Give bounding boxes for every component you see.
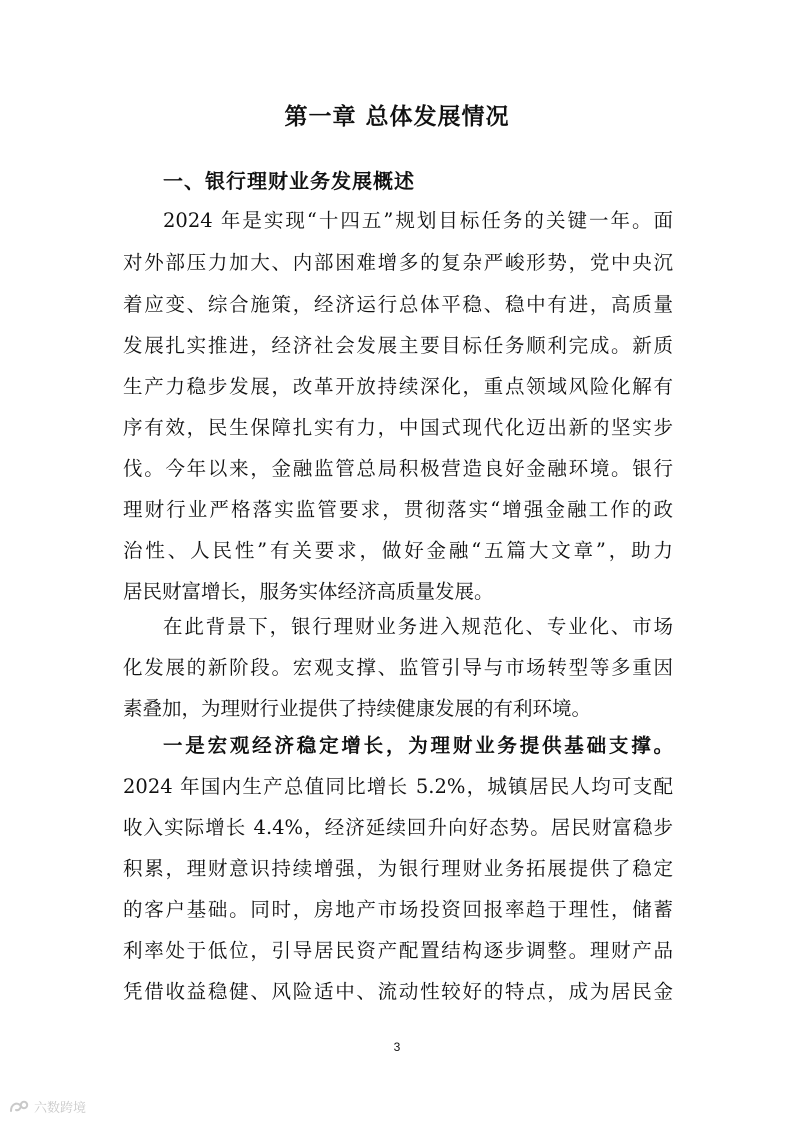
paragraph-line: 生产力稳步发展，改革开放持续深化，重点领域风险化解有: [123, 375, 673, 398]
page-number: 3: [393, 1040, 401, 1054]
paragraph-line: 序有效，民生保障扎实有力，中国式现代化迈出新的坚实步: [123, 416, 673, 439]
watermark: [8, 1097, 86, 1116]
paragraph-line: 的客户基础。同时，房地产市场投资回报率趋于理性，储蓄: [123, 898, 673, 921]
paragraph-line: 理财行业严格落实监管要求，贯彻落实“增强金融工作的政: [123, 498, 673, 521]
paragraph-line: 化发展的新阶段。宏观支撑、监管引导与市场转型等多重因: [123, 656, 673, 679]
paragraph-line: 积累，理财意识持续增强，为银行理财业务拓展提供了稳定: [123, 857, 673, 880]
bold-lead-sentence: 一是宏观经济稳定增长，为理财业务提供基础支撑。: [163, 734, 673, 757]
paragraph-line: 利率处于低位，引导居民资产配置结构逐步调整。理财产品: [123, 939, 673, 962]
paragraph-line: 2024 年国内生产总值同比增长 5.2%，城镇居民人均可支配: [123, 775, 673, 798]
paragraph-line: [163, 727, 673, 765]
paragraph-line: 凭借收益稳健、风险适中、流动性较好的特点，成为居民金: [123, 980, 673, 1003]
paragraph-line: 治性、人民性”有关要求，做好金融“五篇大文章”，助力: [123, 539, 673, 562]
watermark-text: 六数跨境: [34, 1101, 87, 1116]
paragraph-line: 着应变、综合施策，经济运行总体平稳、稳中有进，高质量: [123, 293, 673, 316]
paragraph-line: 素叠加，为理财行业提供了持续健康发展的有利环境。: [123, 697, 592, 720]
paragraph-line: 伐。今年以来，金融监管总局积极营造良好金融环境。银行: [123, 457, 673, 480]
brand-logo-icon: [8, 1099, 30, 1115]
chapter-title: 第一章 总体发展情况: [284, 104, 510, 130]
paragraph-line: 2024 年是实现“十四五”规划目标任务的关键一年。面: [163, 209, 673, 232]
paragraph-line: 居民财富增长，服务实体经济高质量发展。: [123, 580, 494, 603]
section-heading: 一、银行理财业务发展概述: [163, 169, 415, 193]
paragraph-line: 收入实际增长 4.4%，经济延续回升向好态势。居民财富稳步: [123, 816, 673, 839]
paragraph-line: 对外部压力加大、内部困难增多的复杂严峻形势，党中央沉: [123, 251, 673, 274]
paragraph-line: 发展扎实推进，经济社会发展主要目标任务顺利完成。新质: [123, 334, 673, 357]
paragraph-line: 在此背景下，银行理财业务进入规范化、专业化、市场: [163, 615, 673, 638]
